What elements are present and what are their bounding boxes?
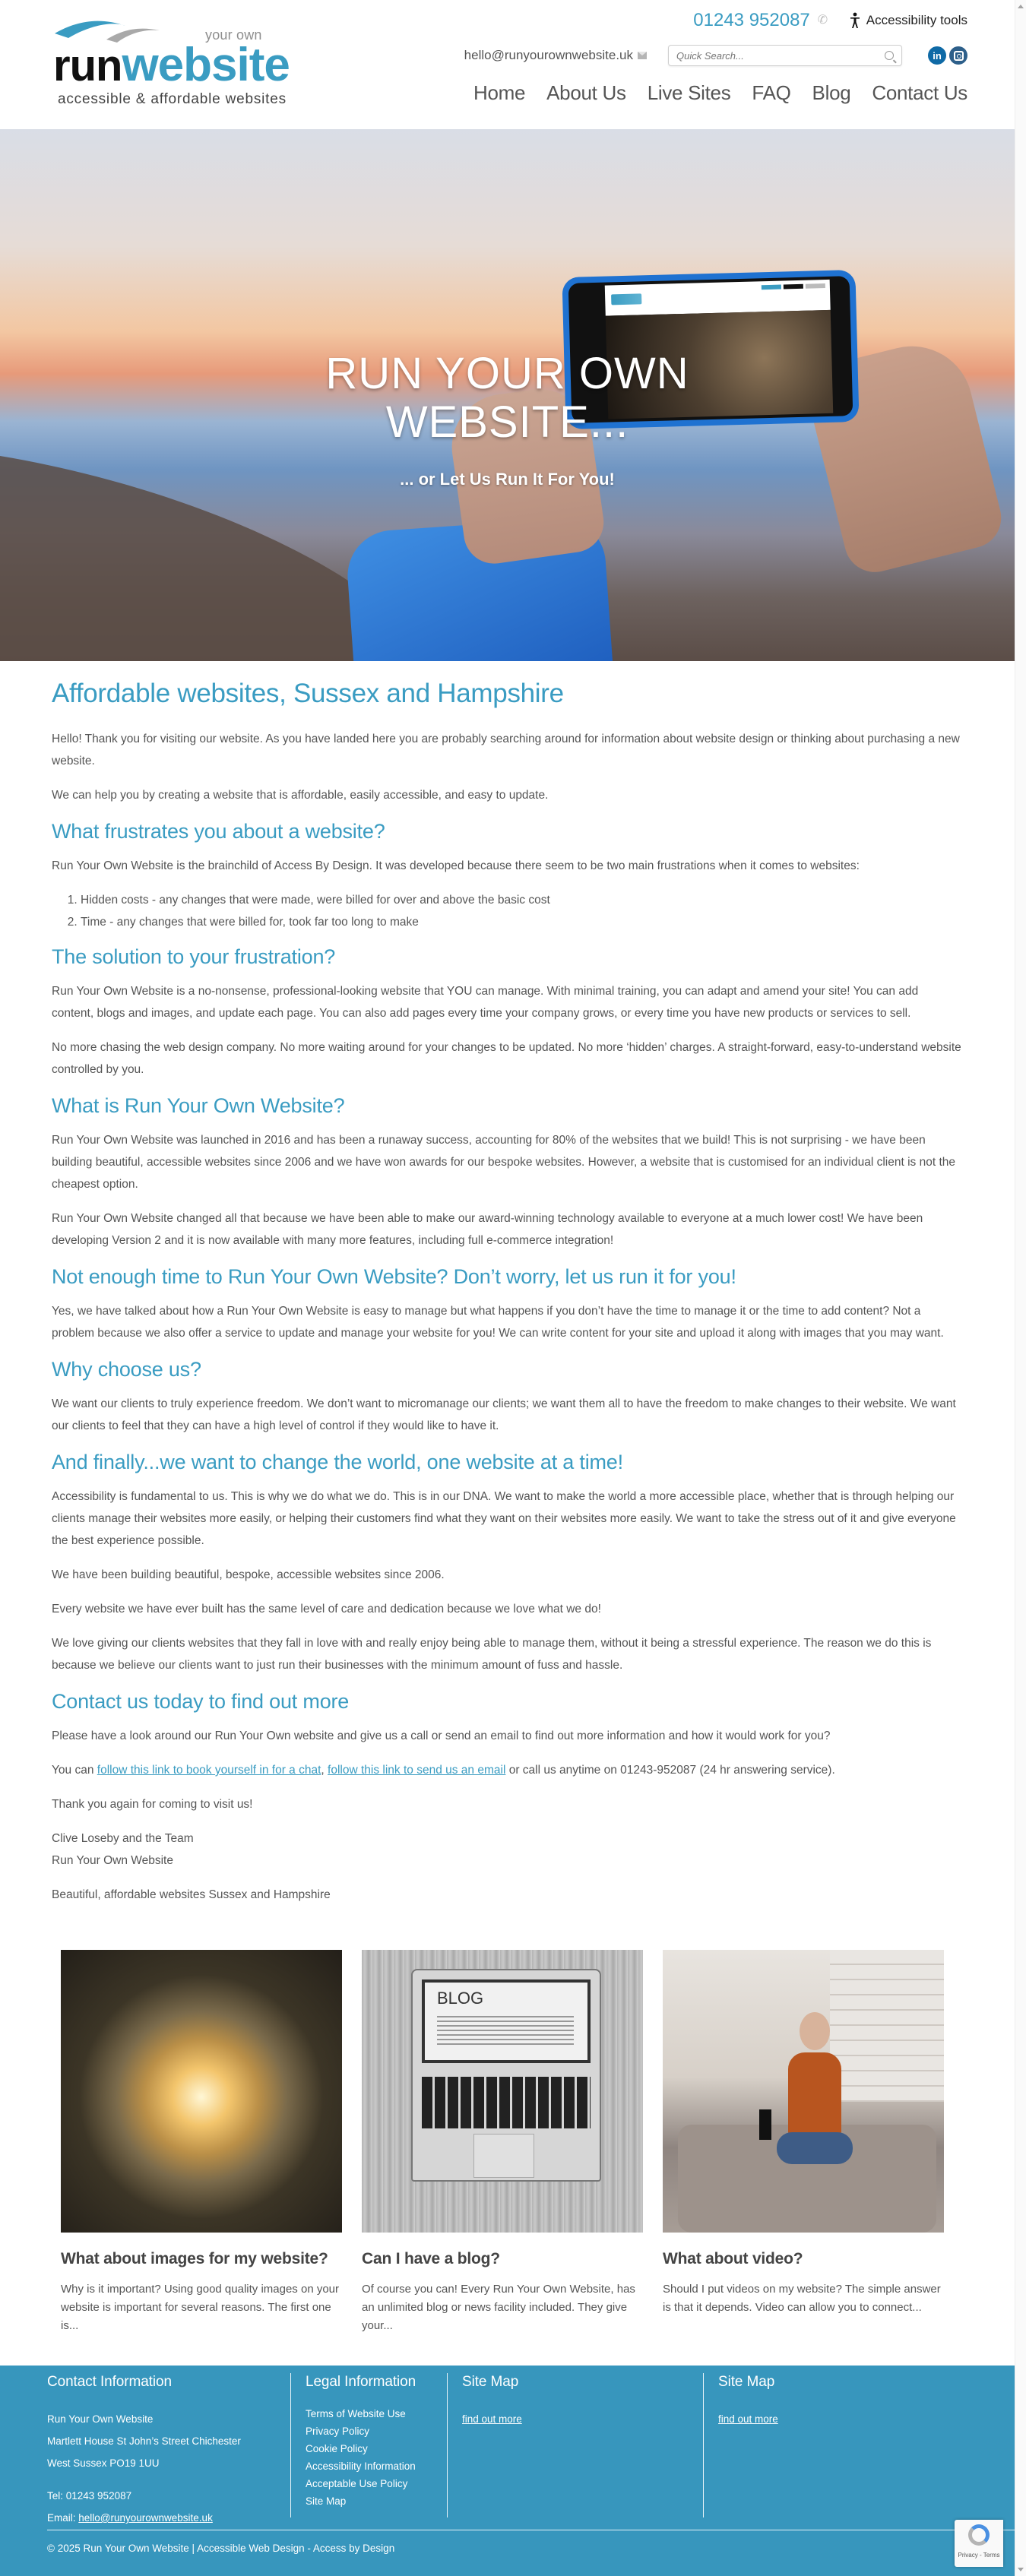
phone-site-logo-image (611, 293, 641, 305)
finally-paragraph: We have been building beautiful, bespoke, accessible websites since 2006. (52, 1568, 445, 1581)
what-is-paragraph: Run Your Own Website changed all that because we have been able to make our award-winning technology available to everyone at a much lower cost! We have been developing Version 2 and it is now available with many more features, including full e-commerce integration! (52, 1212, 923, 1247)
header-email-link[interactable] (464, 47, 647, 64)
section-heading-what-is: What is Run Your Own Website? (52, 1094, 345, 1117)
header-phone-number: 01243 952087 (693, 10, 810, 30)
nav-faq[interactable]: FAQ (752, 81, 791, 104)
recaptcha-badge[interactable] (955, 2520, 1003, 2567)
footer-legal (306, 2373, 416, 2510)
contact-paragraph: Please have a look around our Run Your Own website and give us a call or send an email to find out more information and how it would work for you? (52, 1729, 831, 1742)
section-heading-not-enough-time: Not enough time to Run Your Own Website? Don’t worry, let us run it for you! (52, 1265, 736, 1288)
footer-sitemap-1 (462, 2373, 522, 2430)
main-nav (452, 81, 967, 106)
finally-paragraph: We love giving our clients websites that they fall in love with and really enjoy being able to manage them, without it being a stressful experience. The reason we do this is because we believe our clients want to just run their businesses with the minimum amount of fuss and hassle. (52, 1637, 932, 1672)
footer-email-label: Email: (47, 2512, 79, 2524)
section-heading-contact: Contact us today to find out more (52, 1690, 350, 1713)
article-card[interactable] (61, 1950, 342, 2335)
hero-banner (0, 129, 1015, 661)
site-footer (0, 2366, 1015, 2576)
page-scrollbar[interactable] (1015, 0, 1026, 2576)
send-email-link[interactable]: follow this link to send us an email (328, 1764, 506, 1777)
footer-link-privacy[interactable]: Privacy Policy (306, 2426, 370, 2437)
page-title: Affordable websites, Sussex and Hampshire (52, 679, 564, 708)
copyright-text: © 2025 Run Your Own Website | Accessible Web Design - (47, 2543, 313, 2554)
accessibility-tools-button[interactable] (850, 12, 967, 29)
list-item: 1. Hidden costs - any changes that were made, were billed for over and above the basic cost (81, 889, 963, 911)
footer-find-out-more-link[interactable]: find out more (718, 2413, 778, 2425)
section-heading-solution: The solution to your frustration? (52, 945, 336, 968)
lightbulb-image[interactable] (61, 1950, 342, 2233)
phone-icon: ✆ (817, 14, 828, 27)
contact-text: You can (52, 1764, 97, 1777)
article-card[interactable] (663, 1950, 944, 2335)
accessibility-icon (850, 12, 860, 29)
contact-links-paragraph (52, 1759, 963, 1781)
search-icon[interactable] (885, 51, 894, 60)
nav-live-sites[interactable]: Live Sites (647, 81, 731, 104)
footer-contact-heading: Contact Information (47, 2374, 172, 2390)
footer-link-accessibility[interactable]: Accessibility Information (306, 2460, 416, 2472)
card-excerpt: Should I put videos on my website? The simple answer is that it depends. Video can allow you to connect... (663, 2283, 941, 2314)
nav-contact-us[interactable]: Contact Us (872, 81, 967, 104)
frustrations-list (81, 889, 963, 933)
hero-subtitle: ... or Let Us Run It For You! (400, 470, 615, 489)
footer-address-line: West Sussex PO19 1UU (47, 2457, 160, 2469)
footer-sitemap-2 (718, 2373, 778, 2430)
closing-paragraph: Beautiful, affordable websites Sussex and Hampshire (52, 1888, 331, 1901)
recaptcha-text[interactable]: Privacy - Terms (958, 2552, 1000, 2559)
intro-paragraph: Hello! Thank you for visiting our website. As you have landed here you are probably searching around for information about website design or thinking about purchasing a new website. (52, 733, 960, 767)
footer-divider (703, 2373, 704, 2517)
header-phone-link[interactable] (693, 10, 830, 31)
logo-wordmark (53, 39, 290, 91)
solution-paragraph: No more chasing the web design company. No more waiting around for your changes to be updated. No more ‘hidden’ charges. A straight-forward, easy-to-understand website controlled by you. (52, 1041, 961, 1076)
footer-tel: Tel: 01243 952087 (47, 2490, 132, 2502)
accessibility-tools-label: Accessibility tools (866, 13, 967, 27)
header-second-row (464, 44, 967, 67)
instagram-icon[interactable] (949, 46, 967, 65)
footer-email-row (47, 2507, 241, 2529)
logo-tagline: accessible & affordable websites (58, 91, 287, 107)
footer-divider (290, 2373, 291, 2517)
footer-email-link[interactable]: hello@runyourownwebsite.uk (78, 2512, 213, 2524)
site-header (0, 0, 1015, 129)
footer-sitemap-heading: Site Map (462, 2374, 519, 2390)
logo-website: website (122, 39, 290, 91)
hero-title (0, 350, 1015, 447)
finally-paragraph: Accessibility is fundamental to us. This is why we do what we do. This is in our DNA. We want to make the world a more accessible place, whether that is through helping our clients manage their websites more easily, or helping their customers find what they want on their websites more easily. We want to take the stress out of it and give everyone the best experience possible. (52, 1490, 956, 1547)
card-title[interactable]: What about images for my website? (61, 2250, 328, 2267)
card-title[interactable]: Can I have a blog? (362, 2250, 500, 2267)
card-excerpt: Why is it important? Using good quality images on your website is important for several reasons. The first one is... (61, 2283, 340, 2332)
logo-your-own: your own (205, 27, 262, 43)
laptop-blog-image[interactable] (362, 1950, 643, 2233)
footer-contact (47, 2373, 241, 2529)
intro-paragraph: We can help you by creating a website that is affordable, easily accessible, and easy to update. (52, 789, 549, 802)
footer-link-acceptable-use[interactable]: Acceptable Use Policy (306, 2478, 408, 2489)
logo-run: run (53, 41, 122, 90)
header-top-row (693, 9, 967, 32)
scroll-up-icon[interactable] (1018, 5, 1024, 8)
section-heading-finally: And finally...we want to change the world, one website at a time! (52, 1451, 623, 1473)
card-title[interactable]: What about video? (663, 2250, 803, 2267)
recaptcha-icon (968, 2524, 990, 2546)
what-is-paragraph: Run Your Own Website was launched in 2016 and has been a runaway success, accounting for 80% of the websites that we build! This is not surprising - we have been building beautiful, accessible websites since 2006 and we have won awards for our bespoke websites. However, a website that is customised for an individual client is not the cheapest option. (52, 1134, 955, 1191)
thank-you-paragraph: Thank you again for coming to visit us! (52, 1798, 253, 1811)
footer-link-terms[interactable]: Terms of Website Use (306, 2408, 406, 2419)
quick-search (668, 45, 902, 66)
frustrations-text: Run Your Own Website is the brainchild of Access By Design. It was developed because there seem to be two main frustrations when it comes to websites: (52, 859, 860, 872)
signature-line: Clive Loseby and the Team (52, 1832, 194, 1845)
book-chat-link[interactable]: follow this link to book yourself in for a chat (97, 1764, 321, 1777)
social-links (928, 46, 967, 65)
solution-paragraph: Run Your Own Website is a no-nonsense, professional-looking website that YOU can manage. With minimal training, you can adapt and amend your site! You can add content, blogs and images, and update each page. You can also add pages every time your company grows, or every time you have new products or services to sell. (52, 985, 919, 1020)
footer-link-cookie[interactable]: Cookie Policy (306, 2443, 368, 2454)
mail-icon (638, 52, 647, 59)
contact-text: or call us anytime on 01243-952087 (24 hr answering service). (505, 1764, 835, 1777)
footer-copyright (47, 2542, 394, 2555)
footer-divider (447, 2373, 448, 2517)
section-heading-why: Why choose us? (52, 1358, 201, 1381)
article-card[interactable] (362, 1950, 643, 2335)
scroll-down-icon[interactable] (1018, 2568, 1024, 2571)
finally-paragraph: Every website we have ever built has the same level of care and dedication because we love what we do! (52, 1603, 601, 1616)
nav-about-us[interactable]: About Us (546, 81, 626, 104)
article-cards (52, 1926, 963, 2335)
footer-link-site-map[interactable]: Site Map (306, 2495, 347, 2507)
quick-search-input[interactable] (676, 50, 885, 62)
card-excerpt: Of course you can! Every Run Your Own Website, has an unlimited blog or news facility included. They give your... (362, 2283, 635, 2332)
hero-title-line1: RUN YOUR OWN (325, 349, 689, 398)
site-logo[interactable] (53, 17, 357, 112)
nav-home[interactable]: Home (473, 81, 526, 104)
section-heading-frustrations: What frustrates you about a website? (52, 820, 385, 843)
main-content (0, 678, 1015, 2335)
list-item: 2. Time - any changes that were billed for, took far too long to make (81, 911, 963, 933)
blog-image-text: BLOG (437, 1989, 484, 2008)
linkedin-icon[interactable]: in (928, 46, 946, 65)
access-by-design-link[interactable]: Access by Design (312, 2543, 395, 2554)
video-vlogger-image[interactable] (663, 1950, 944, 2233)
hero-title-line2: WEBSITE... (385, 397, 629, 447)
not-enough-time-paragraph: Yes, we have talked about how a Run Your Own Website is easy to manage but what happens if you don’t have the time to manage it or the time to add content? Not a problem because we also offer a service to update and manage your website for you! We can write content for your site and upload it along with images that you may want. (52, 1305, 944, 1340)
footer-sitemap-heading: Site Map (718, 2374, 775, 2390)
footer-find-out-more-link[interactable]: find out more (462, 2413, 522, 2425)
contact-text: , (321, 1764, 328, 1777)
nav-blog[interactable]: Blog (812, 81, 851, 104)
footer-company-name: Run Your Own Website (47, 2413, 154, 2425)
footer-legal-heading: Legal Information (306, 2374, 416, 2390)
footer-address-line: Martlett House St John’s Street Chichester (47, 2435, 241, 2447)
header-email: hello@runyourownwebsite.uk (464, 48, 633, 62)
signature-line: Run Your Own Website (52, 1854, 173, 1867)
why-paragraph: We want our clients to truly experience freedom. We don’t want to micromanage our clients; we want them all to have the freedom to make changes to their website. We want our clients to feel that they can have a high level of control if they would like to have it. (52, 1397, 956, 1432)
